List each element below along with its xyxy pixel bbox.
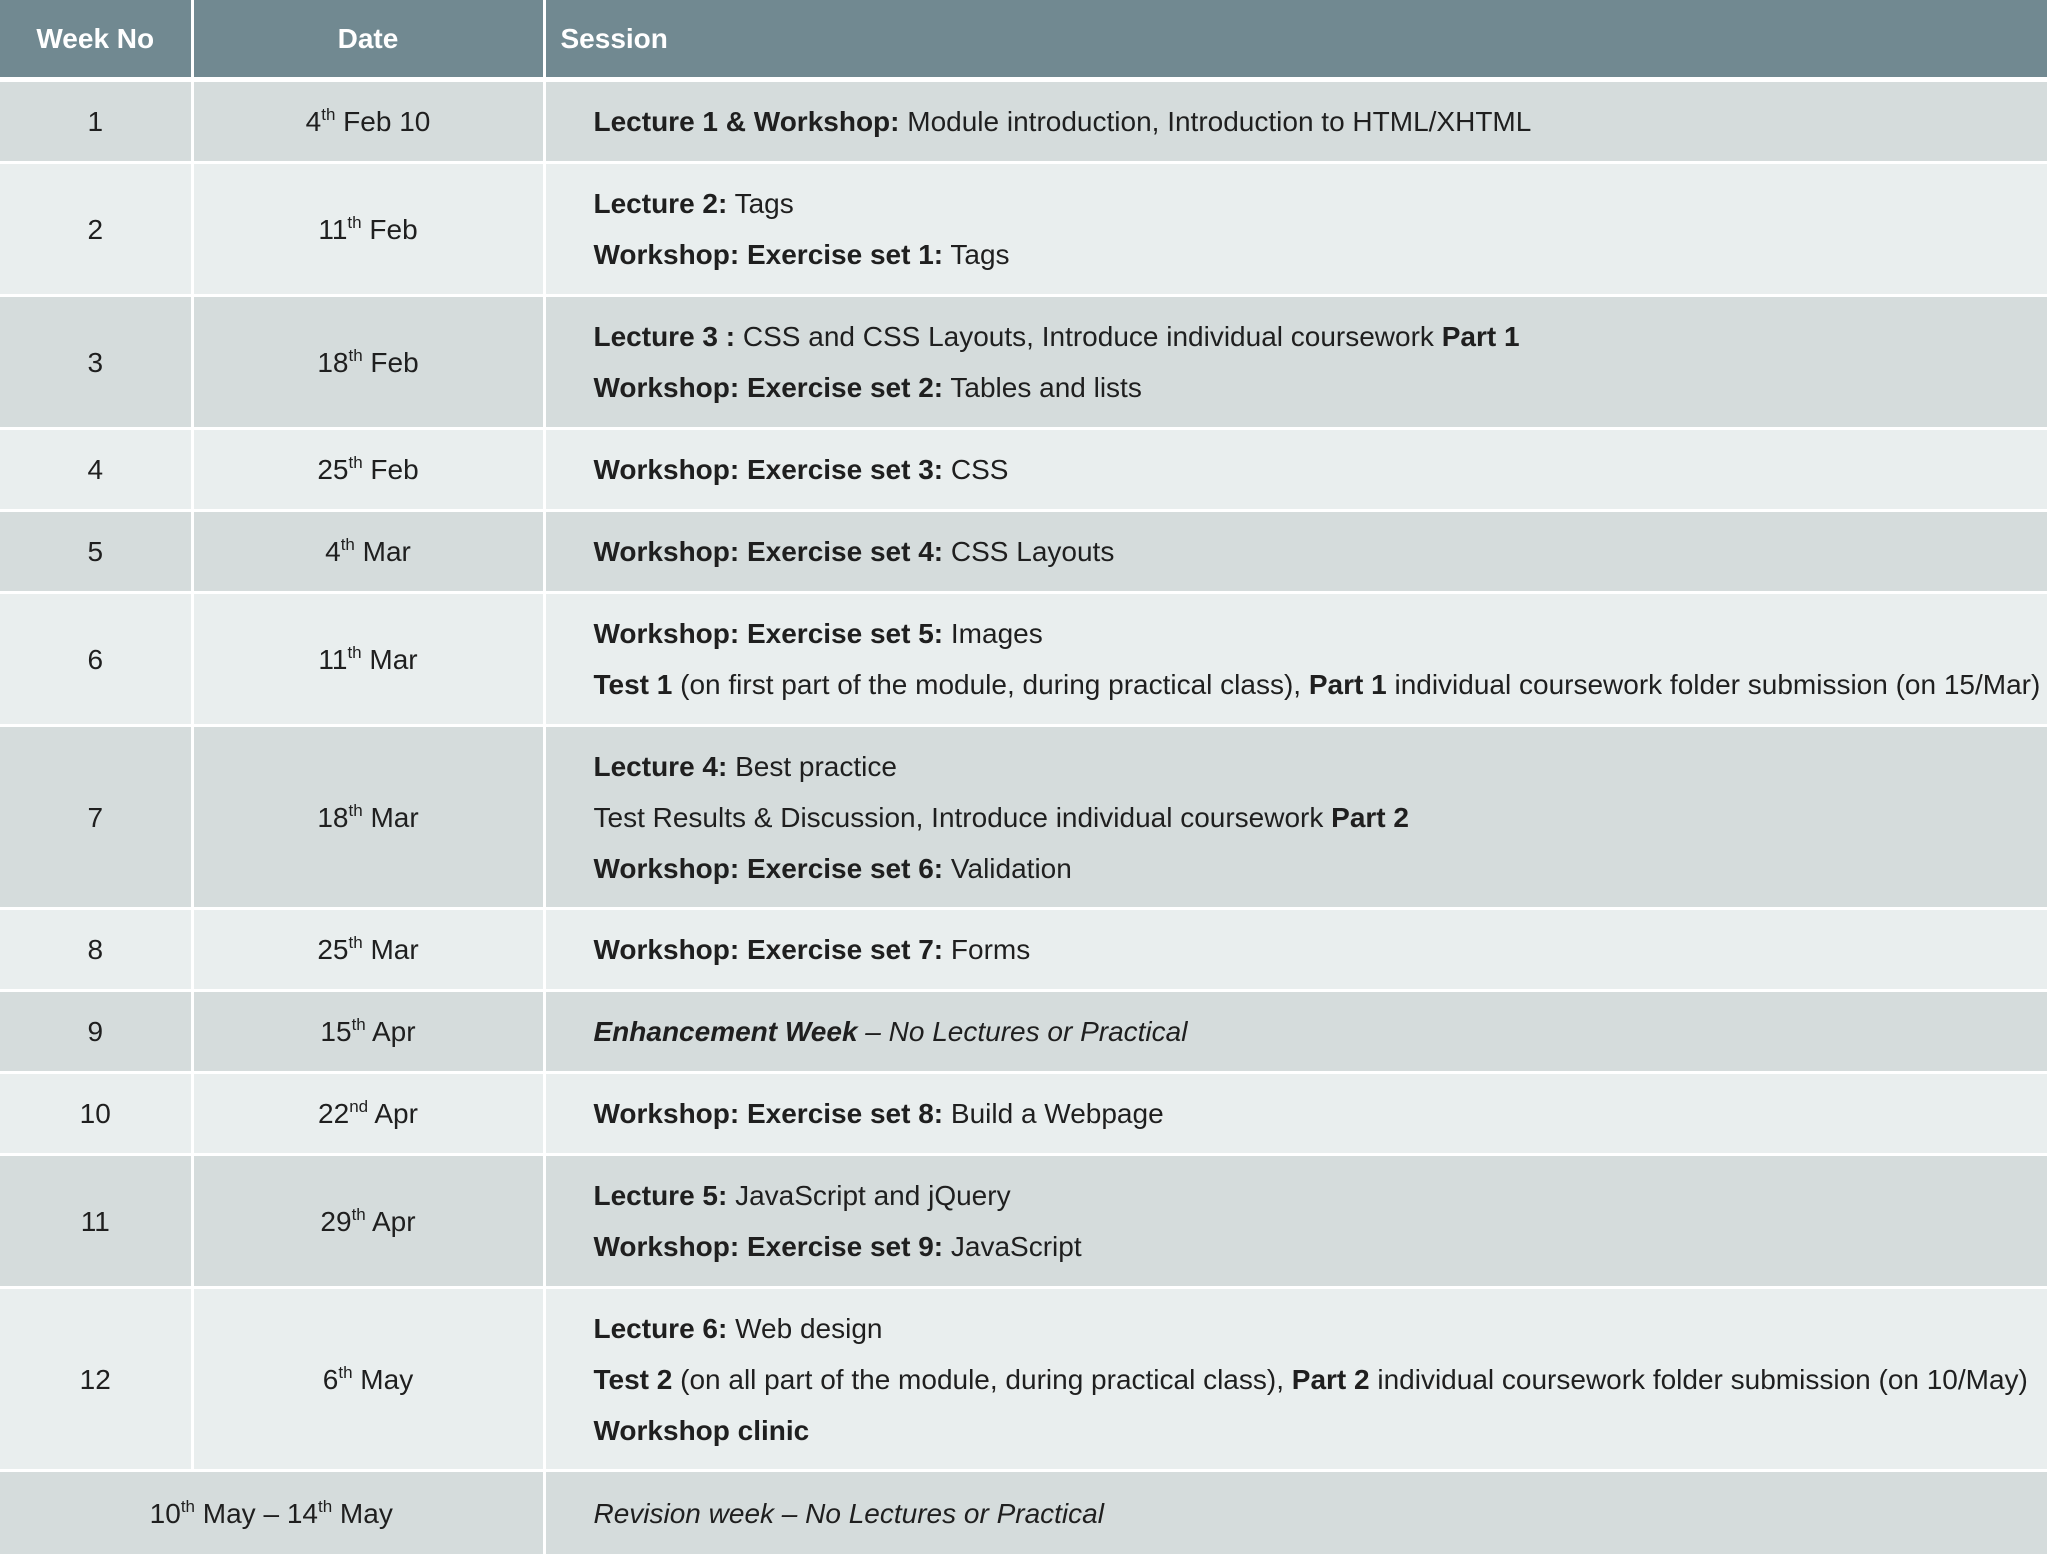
- date-day: 4: [305, 106, 322, 137]
- session-line: [594, 843, 2047, 894]
- date-suffix: th: [348, 345, 363, 365]
- bold-label: Lecture 4:: [593, 750, 728, 782]
- session-line: [594, 608, 2047, 659]
- date-month: Mar: [362, 801, 419, 833]
- session-line: [594, 792, 2047, 843]
- session-date: [192, 1155, 544, 1288]
- session-text: (on all part of the module, during practical class),: [672, 1363, 1292, 1395]
- session-date: [192, 80, 544, 163]
- bold-label: Workshop clinic: [593, 1414, 810, 1446]
- week-number: 5: [0, 511, 192, 593]
- session-description: [544, 726, 2048, 909]
- table-row: [0, 429, 2048, 511]
- session-description: [544, 593, 2048, 726]
- bold-label: Workshop: Exercise set 9:: [593, 1231, 944, 1262]
- bold-label: Workshop: Exercise set 4:: [593, 536, 944, 567]
- revision-row: [0, 1471, 2048, 1556]
- table-row: [0, 593, 2048, 726]
- session-text: Tags: [727, 188, 794, 219]
- session-description: [544, 909, 2048, 991]
- bold-label: Test 1: [593, 669, 673, 700]
- session-description: [544, 1155, 2048, 1288]
- date-suffix: th: [351, 1015, 366, 1034]
- session-text: Best practice: [727, 750, 897, 782]
- session-line: [594, 1221, 2047, 1272]
- revision-description: [544, 1471, 2048, 1556]
- session-text: individual coursework folder submission (on 15/Mar): [1386, 669, 2041, 700]
- date-day: 14: [286, 1497, 318, 1529]
- session-text: JavaScript: [943, 1231, 1082, 1262]
- bold-label: Workshop: Exercise set 6:: [593, 852, 944, 884]
- session-line: [594, 362, 2047, 413]
- date-suffix: th: [348, 933, 363, 952]
- revision-dates: [0, 1471, 544, 1556]
- session-line: [594, 178, 2047, 229]
- table-row: [0, 1073, 2048, 1155]
- date-day: 22: [318, 1098, 350, 1129]
- italic-text: Revision week – No Lectures or Practical: [593, 1497, 1104, 1529]
- session-text: Test Results & Discussion, Introduce individual coursework: [593, 801, 1332, 833]
- session-text: Build a Webpage: [943, 1098, 1164, 1129]
- session-description: [544, 163, 2048, 296]
- session-text: JavaScript and jQuery: [727, 1180, 1011, 1211]
- date-day: 11: [318, 643, 348, 675]
- session-line: [594, 311, 2047, 362]
- bold-label: Lecture 1 & Workshop:: [593, 106, 900, 137]
- week-number: 6: [0, 593, 192, 726]
- session-text: Validation: [943, 852, 1072, 884]
- session-line: [594, 1088, 2047, 1139]
- session-text: Images: [943, 618, 1043, 649]
- week-number: 9: [0, 991, 192, 1073]
- table-row: [0, 511, 2048, 593]
- date-suffix: th: [338, 1362, 353, 1382]
- date-suffix: th: [351, 1204, 366, 1224]
- bold-label: Lecture 3 :: [593, 321, 736, 352]
- session-text: CSS and CSS Layouts, Introduce individual coursework: [735, 321, 1442, 352]
- session-text: Web design: [727, 1312, 883, 1344]
- session-text: individual coursework folder submission (on 10/May): [1369, 1363, 2028, 1395]
- week-number: 12: [0, 1288, 192, 1471]
- session-text: Tags: [943, 239, 1010, 270]
- table-row: [0, 1155, 2048, 1288]
- date-day: 4: [325, 536, 341, 567]
- italic-text: – No Lectures or Practical: [857, 1016, 1188, 1047]
- bold-label: Part 1: [1308, 669, 1387, 700]
- table-row: [0, 80, 2048, 163]
- bold-label: Lecture 2:: [593, 188, 728, 219]
- session-description: [544, 1288, 2048, 1471]
- session-text: (on first part of the module, during practical class),: [672, 669, 1309, 700]
- week-number: 11: [0, 1155, 192, 1288]
- session-text: Tables and lists: [943, 372, 1142, 403]
- date-month: Feb: [362, 454, 419, 485]
- table-row: [0, 909, 2048, 991]
- date-day: 18: [317, 346, 349, 378]
- session-description: [544, 991, 2048, 1073]
- date-day: 11: [318, 213, 348, 245]
- session-text: Module introduction, Introduction to HTML/XHTML: [899, 106, 1532, 137]
- session-description: [544, 80, 2048, 163]
- date-day: 25: [317, 934, 349, 965]
- session-date: [192, 991, 544, 1073]
- bold-label: Workshop: Exercise set 8:: [593, 1098, 944, 1129]
- bold-label: Workshop: Exercise set 1:: [593, 239, 944, 270]
- bold-label: Part 1: [1441, 321, 1520, 352]
- session-line: [594, 444, 2047, 495]
- schedule-body: [0, 80, 2048, 1556]
- session-line: [594, 741, 2047, 792]
- header-row: [0, 0, 2048, 80]
- session-description: [544, 296, 2048, 429]
- date-day: 10: [149, 1497, 181, 1529]
- bold-label: Part 2: [1291, 1363, 1370, 1395]
- session-description: [544, 511, 2048, 593]
- date-month: Feb: [361, 213, 418, 245]
- session-line: [594, 1006, 2047, 1057]
- bold-italic-label: Enhancement Week: [593, 1016, 858, 1047]
- session-line: [594, 1303, 2047, 1354]
- session-date: [192, 909, 544, 991]
- session-text: CSS Layouts: [943, 536, 1115, 567]
- session-date: [192, 1073, 544, 1155]
- date-suffix: th: [348, 800, 363, 820]
- session-text: Forms: [943, 934, 1031, 965]
- session-description: [544, 429, 2048, 511]
- date-month: Mar: [362, 934, 419, 965]
- date-day: 6: [322, 1363, 339, 1395]
- bold-label: Workshop: Exercise set 7:: [593, 934, 944, 965]
- date-month: Apr: [365, 1205, 416, 1237]
- session-text: CSS: [943, 454, 1009, 485]
- table-row: [0, 726, 2048, 909]
- date-suffix: th: [340, 535, 355, 554]
- date-month: Mar: [354, 536, 411, 567]
- table-row: [0, 163, 2048, 296]
- week-number: 1: [0, 80, 192, 163]
- date-suffix: nd: [349, 1097, 369, 1116]
- date-month: Apr: [368, 1098, 418, 1129]
- week-number: 8: [0, 909, 192, 991]
- header-week: Week No: [0, 0, 192, 80]
- bold-label: Workshop: Exercise set 3:: [593, 454, 944, 485]
- session-date: [192, 296, 544, 429]
- table-row: [0, 296, 2048, 429]
- week-number: 3: [0, 296, 192, 429]
- session-date: [192, 511, 544, 593]
- date-day: 15: [320, 1016, 352, 1047]
- date-month: Apr: [365, 1016, 416, 1047]
- date-day: 29: [320, 1205, 352, 1237]
- session-line: [594, 924, 2047, 975]
- date-suffix: th: [321, 105, 336, 124]
- date-suffix: th: [348, 453, 363, 472]
- date-month: Feb 10: [335, 106, 431, 137]
- session-date: [192, 1288, 544, 1471]
- session-date: [192, 726, 544, 909]
- week-number: 7: [0, 726, 192, 909]
- bold-label: Part 2: [1331, 801, 1409, 833]
- date-day: 18: [317, 801, 349, 833]
- bold-label: Workshop: Exercise set 5:: [593, 618, 944, 649]
- bold-label: Workshop: Exercise set 2:: [593, 372, 944, 403]
- session-date: [192, 163, 544, 296]
- table-row: [0, 1288, 2048, 1471]
- header-session: Session: [544, 0, 2048, 80]
- date-suffix: th: [317, 1496, 333, 1516]
- date-month: Mar: [361, 643, 418, 675]
- session-line: [594, 96, 2047, 147]
- session-line: [594, 229, 2047, 280]
- header-date: Date: [192, 0, 544, 80]
- bold-label: Lecture 5:: [593, 1180, 728, 1211]
- session-line: [594, 1170, 2047, 1221]
- date-suffix: th: [180, 1496, 195, 1516]
- date-suffix: th: [347, 212, 362, 232]
- session-date: [192, 593, 544, 726]
- week-number: 10: [0, 1073, 192, 1155]
- date-day: 25: [317, 454, 349, 485]
- date-suffix: th: [347, 642, 362, 662]
- session-date: [192, 429, 544, 511]
- session-description: [544, 1073, 2048, 1155]
- session-line: [594, 659, 2047, 710]
- session-line: [594, 1405, 2047, 1456]
- bold-label: Test 2: [593, 1363, 673, 1395]
- date-month: May: [332, 1497, 393, 1529]
- session-line: [594, 526, 2047, 577]
- week-number: 2: [0, 163, 192, 296]
- bold-label: Lecture 6:: [593, 1312, 728, 1344]
- date-month: May: [352, 1363, 414, 1395]
- week-number: 4: [0, 429, 192, 511]
- table-row: [0, 991, 2048, 1073]
- date-month: Feb: [362, 346, 419, 378]
- date-month: May –: [195, 1497, 287, 1529]
- session-line: [594, 1354, 2047, 1405]
